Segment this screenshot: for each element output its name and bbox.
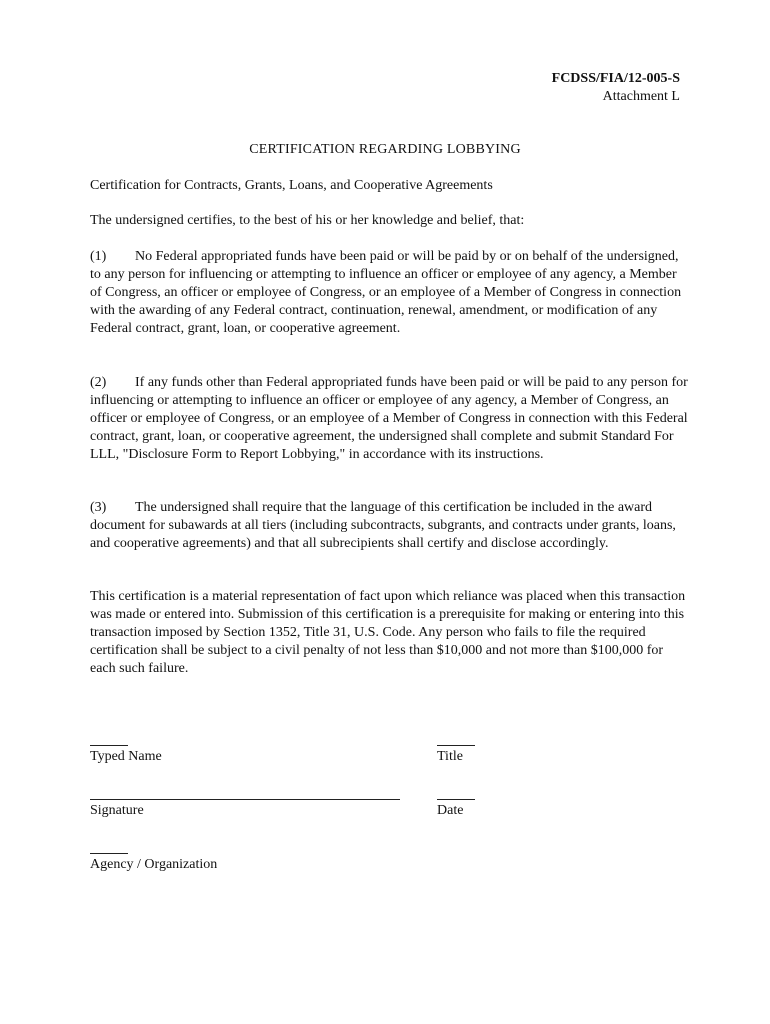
typed-name-label: Typed Name <box>90 749 162 764</box>
intro-text: The undersigned certifies, to the best of his or her knowledge and belief, that: <box>90 213 525 228</box>
agency-label: Agency / Organization <box>90 857 218 872</box>
clause-2-number: (2) <box>90 375 107 390</box>
document-title: CERTIFICATION REGARDING LOBBYING <box>249 142 521 157</box>
attachment-label: Attachment L <box>602 89 680 104</box>
document-subtitle: Certification for Contracts, Grants, Loans, and Cooperative Agreements <box>90 178 493 193</box>
title-line[interactable] <box>437 745 475 746</box>
clause-1 <box>90 248 690 338</box>
clause-2-text: If any funds other than Federal appropriated funds have been paid or will be paid to any person for influencing or attempting to influence an officer or employee of any agency, a Member of Congress, an officer or employee of Congress, or an employee of a Member of Congress in connection with this Federal contract, grant, loan, or cooperative agreement, the undersigned shall complete and submit Standard For LLL, "Disclosure Form to Report Lobbying," in accordance with its instructions. <box>90 375 688 462</box>
clause-2 <box>90 374 690 464</box>
form-code: FCDSS/FIA/12-005-S <box>551 71 680 86</box>
date-label: Date <box>437 803 464 818</box>
clause-1-text: No Federal appropriated funds have been paid or will be paid by or on behalf of the undersigned, to any person for influencing or attempting to influence an officer or employee of any agency, a Member of Congress, an officer or employee of Congress, or an employee of a Member of Congress in connection with the awarding of any Federal contract, continuation, renewal, amendment, or modification of any Federal contract, grant, loan, or cooperative agreement. <box>90 249 682 336</box>
signature-label: Signature <box>90 803 144 818</box>
clause-3-text: The undersigned shall require that the language of this certification be included in the award document for subawards at all tiers (including subcontracts, subgrants, and contracts under grants, loans, and cooperative agreements) and that all subrecipients shall certify and disclose accordingly. <box>90 500 676 551</box>
closing-paragraph: This certification is a material representation of fact upon which reliance was placed when this transaction was made or entered into. Submission of this certification is a prerequisite for making or entering into this transaction imposed by Section 1352, Title 31, U.S. Code. Any person who fails to file the required certification shall be subject to a civil penalty of not less than $10,000 and not more than $100,000 for each such failure. <box>90 589 686 676</box>
clause-3-number: (3) <box>90 500 107 515</box>
typed-name-line[interactable] <box>90 745 128 746</box>
signature-line[interactable] <box>90 799 400 800</box>
date-line[interactable] <box>437 799 475 800</box>
clause-3 <box>90 499 690 553</box>
title-label: Title <box>437 749 463 764</box>
agency-line[interactable] <box>90 853 128 854</box>
clause-1-number: (1) <box>90 249 107 264</box>
